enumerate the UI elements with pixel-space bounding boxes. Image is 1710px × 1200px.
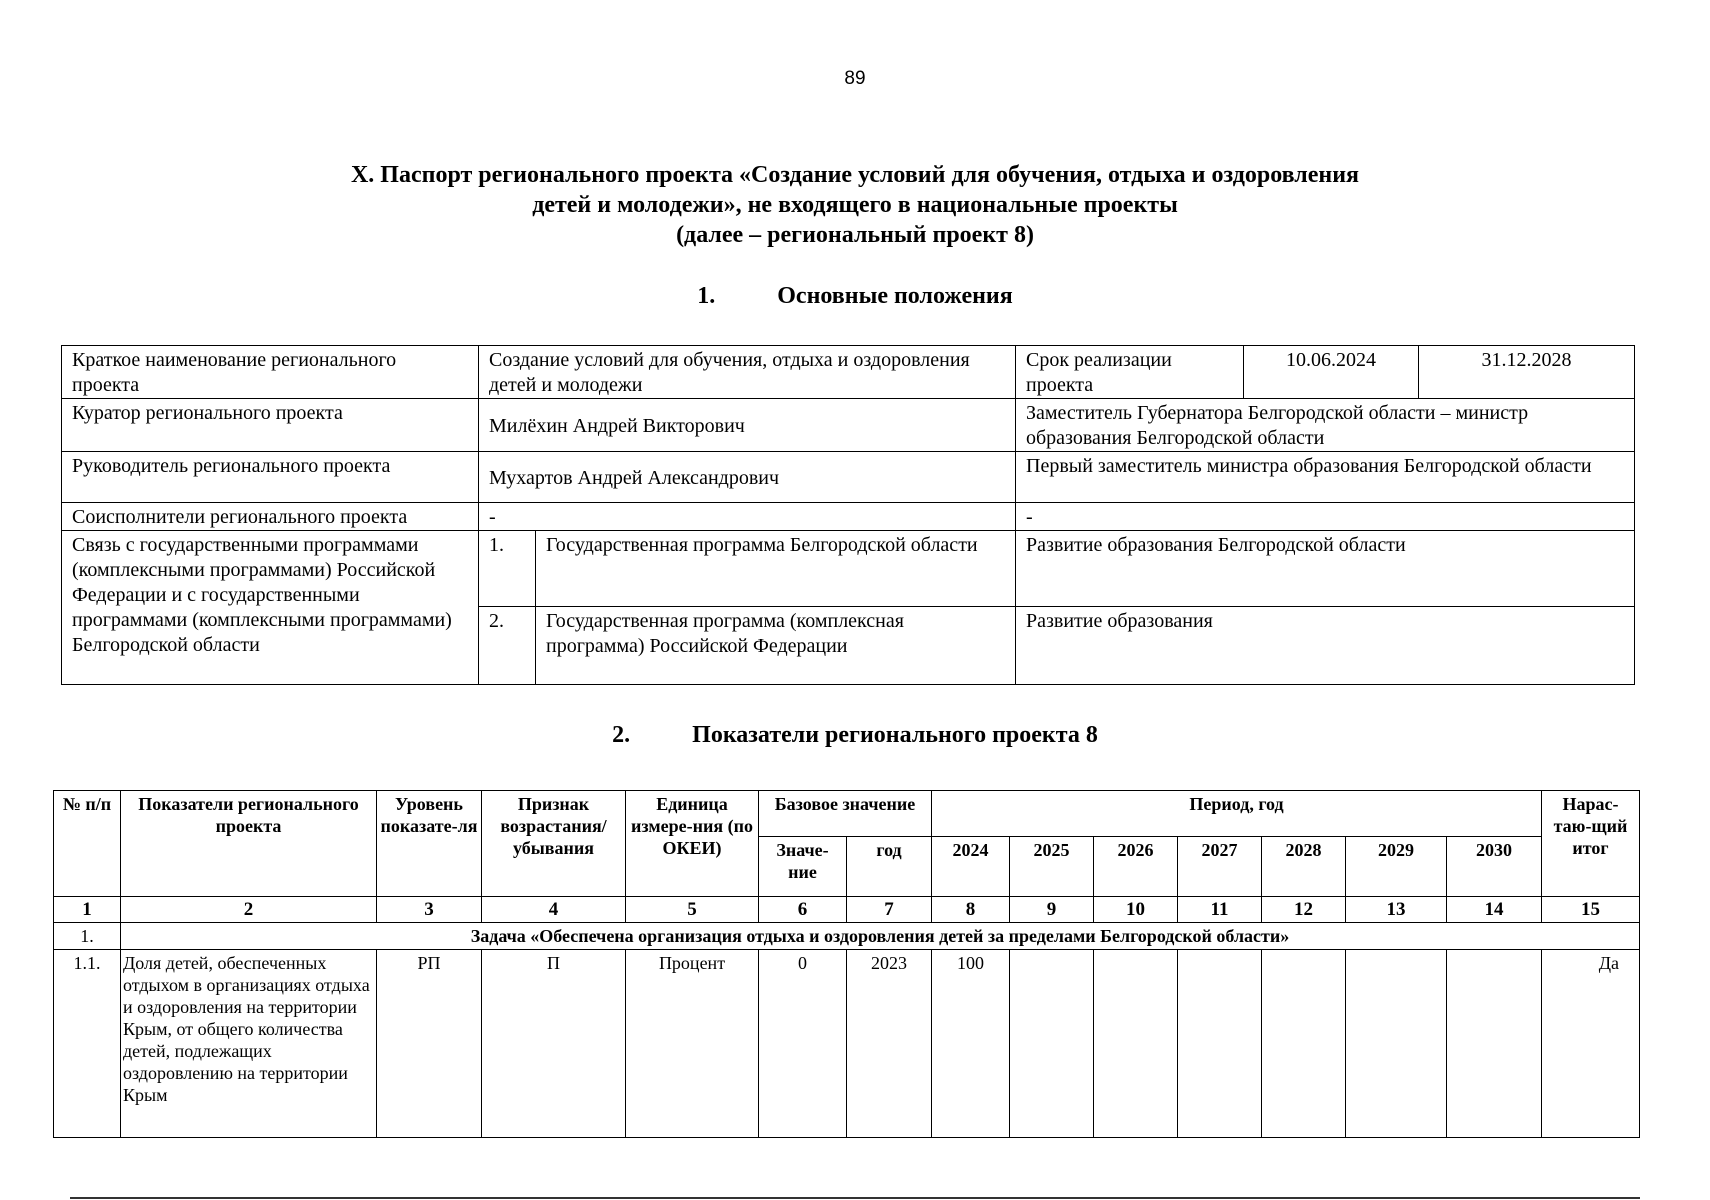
term-start: 10.06.2024: [1244, 346, 1419, 399]
page-number: 89: [844, 68, 866, 89]
program-1-name: Государственная программа Белгородской области: [536, 531, 1016, 607]
task-number: 1.: [54, 923, 121, 950]
column-number: 7: [847, 897, 932, 923]
term-end: 31.12.2028: [1419, 346, 1635, 399]
header-base-year: год: [847, 837, 932, 897]
section-1-heading: [0, 281, 1710, 311]
header-year-2030: 2030: [1447, 837, 1542, 897]
column-number: 6: [759, 897, 847, 923]
curator-position: Заместитель Губернатора Белгородской области – министр образования Белгородской области: [1016, 399, 1635, 452]
head-name: Мухартов Андрей Александрович: [479, 452, 1016, 503]
header-cumulative: Нарас-таю-щий итог: [1542, 791, 1640, 897]
row-value-2030: [1447, 950, 1542, 1138]
indicators-table: [53, 790, 1640, 1138]
row-value-2024: 100: [932, 950, 1010, 1138]
column-number: 9: [1010, 897, 1094, 923]
header-year-2027: 2027: [1178, 837, 1262, 897]
head-label: Руководитель регионального проекта: [62, 452, 479, 503]
header-year-2026: 2026: [1094, 837, 1178, 897]
header-year-2028: 2028: [1262, 837, 1346, 897]
bottom-divider: [70, 1197, 1640, 1199]
header-year-2029: 2029: [1346, 837, 1447, 897]
column-number: 15: [1542, 897, 1640, 923]
program-1-number: 1.: [479, 531, 536, 607]
row-value-2029: [1346, 950, 1447, 1138]
header-year-2024: 2024: [932, 837, 1010, 897]
column-number: 14: [1447, 897, 1542, 923]
column-number: 2: [121, 897, 377, 923]
column-number: 13: [1346, 897, 1447, 923]
row-base-value: 0: [759, 950, 847, 1138]
section-2-heading: [0, 720, 1710, 750]
task-title: Задача «Обеспечена организация отдыха и оздоровления детей за пределами Белгородской области»: [121, 923, 1640, 950]
section-1-number: 1.: [697, 283, 716, 309]
header-base-value: Значе-ние: [759, 837, 847, 897]
header-base: Базовое значение: [759, 791, 932, 837]
row-indicator: Доля детей, обеспеченных отдыхом в организациях отдыха и оздоровления на территории Крым, от общего количества детей, подлежащих оздоровлению на территории Крым: [121, 950, 377, 1138]
header-sign: Признак возрастания/ убывания: [482, 791, 626, 897]
table-row: [54, 950, 1640, 1138]
term-label: Срок реализации проекта: [1016, 346, 1244, 399]
column-number: 8: [932, 897, 1010, 923]
coexec-label: Соисполнители регионального проекта: [62, 503, 479, 531]
column-number: 10: [1094, 897, 1178, 923]
column-number: 4: [482, 897, 626, 923]
basic-provisions-table: [61, 345, 1635, 685]
header-unit: Единица измере-ния (по ОКЕИ): [626, 791, 759, 897]
row-level: РП: [377, 950, 482, 1138]
header-period: Период, год: [932, 791, 1542, 837]
header-year-2025: 2025: [1010, 837, 1094, 897]
header-level: Уровень показате-ля: [377, 791, 482, 897]
row-value-2028: [1262, 950, 1346, 1138]
title-line-3: (далее – региональный проект 8): [676, 222, 1034, 248]
column-number: 1: [54, 897, 121, 923]
title-line-2: детей и молодежи», не входящего в национальные проекты: [532, 192, 1178, 218]
coexec-value-2: -: [1016, 503, 1635, 531]
program-2-title: Развитие образования: [1016, 607, 1635, 685]
row-value-2027: [1178, 950, 1262, 1138]
row-base-year: 2023: [847, 950, 932, 1138]
row-value-2026: [1094, 950, 1178, 1138]
program-2-number: 2.: [479, 607, 536, 685]
short-name-label: Краткое наименование регионального проекта: [62, 346, 479, 399]
curator-label: Куратор регионального проекта: [62, 399, 479, 452]
curator-name: Милёхин Андрей Викторович: [479, 399, 1016, 452]
program-link-label: Связь с государственными программами (комплексными программами) Российской Федерации и с государственными программами (комплексными программами) Белгородской области: [62, 531, 479, 685]
row-unit: Процент: [626, 950, 759, 1138]
document-title: [0, 160, 1710, 250]
column-number: 3: [377, 897, 482, 923]
column-number: 5: [626, 897, 759, 923]
title-line-1: X. Паспорт регионального проекта «Создание условий для обучения, отдыха и оздоровления: [350, 162, 1360, 188]
header-num: № п/п: [54, 791, 121, 897]
short-name-value: Создание условий для обучения, отдыха и оздоровления детей и молодежи: [479, 346, 1016, 399]
section-2-title: Показатели регионального проекта 8: [692, 722, 1098, 748]
program-1-title: Развитие образования Белгородской области: [1016, 531, 1635, 607]
header-indicator: Показатели регионального проекта: [121, 791, 377, 897]
row-value-2025: [1010, 950, 1094, 1138]
row-cumulative: Да: [1542, 950, 1640, 1138]
column-number: 11: [1178, 897, 1262, 923]
program-2-name: Государственная программа (комплексная программа) Российской Федерации: [536, 607, 1016, 685]
head-position: Первый заместитель министра образования Белгородской области: [1016, 452, 1635, 503]
section-1-title: Основные положения: [777, 283, 1013, 309]
section-2-number: 2.: [612, 722, 631, 748]
row-number: 1.1.: [54, 950, 121, 1138]
column-number: 12: [1262, 897, 1346, 923]
coexec-value: -: [479, 503, 1016, 531]
row-sign: П: [482, 950, 626, 1138]
